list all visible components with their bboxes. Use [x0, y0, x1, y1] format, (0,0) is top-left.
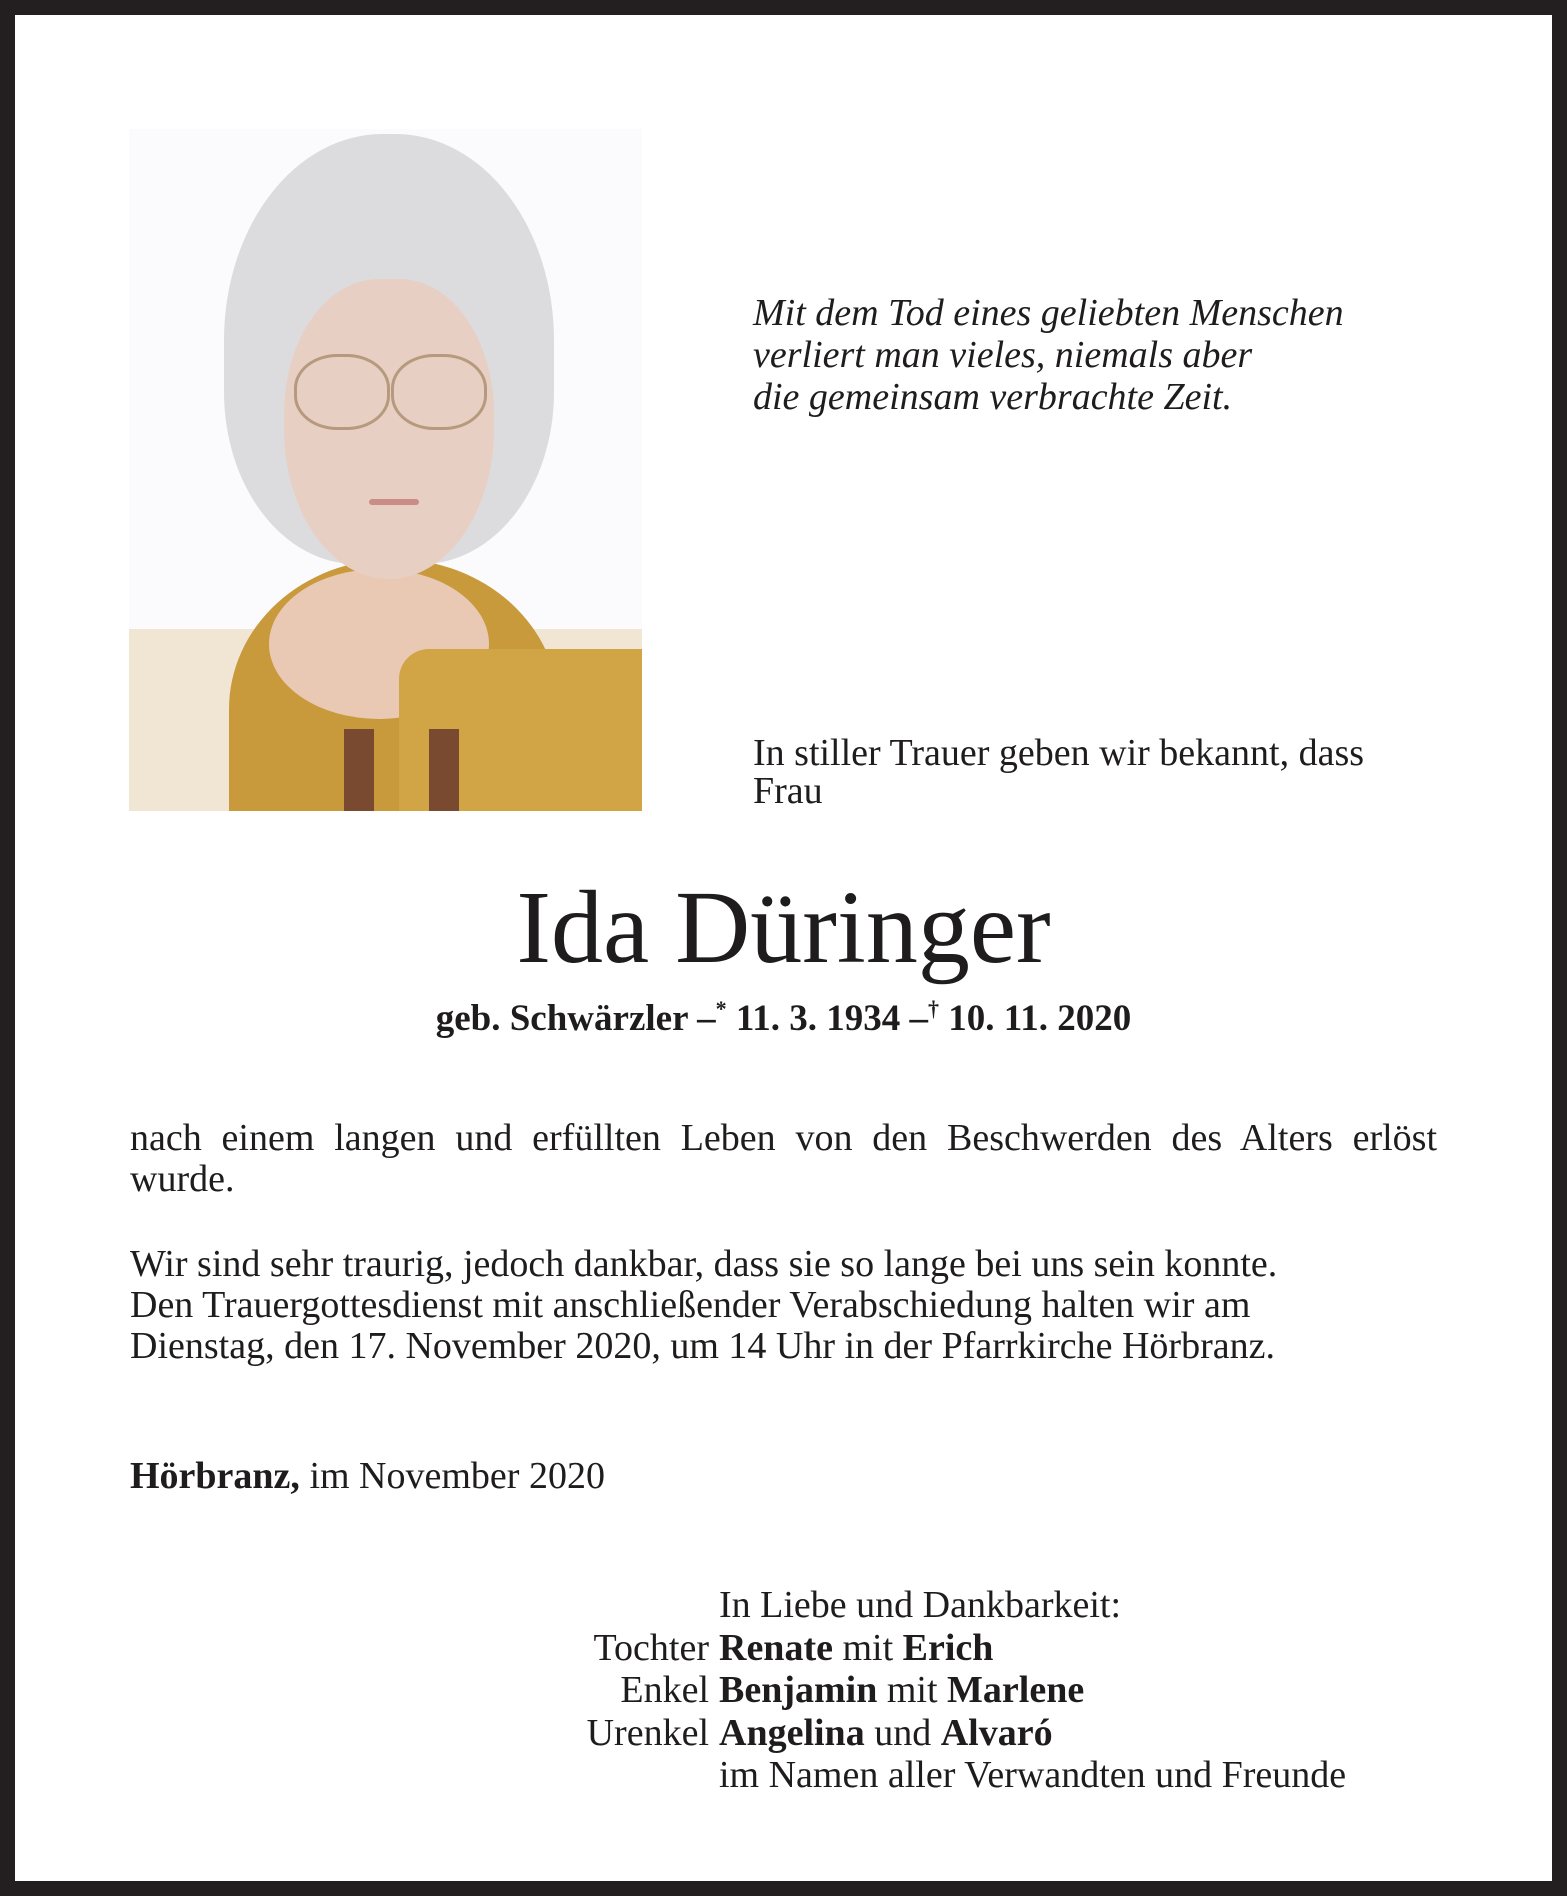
signature-closing: im Namen aller Verwandten und Freunde: [719, 1754, 1347, 1796]
place-date: [130, 1454, 605, 1498]
signature-heading: In Liebe und Dankbarkeit:: [719, 1584, 1122, 1626]
born-symbol: *: [715, 996, 727, 1021]
signature-row: [0, 1627, 1346, 1670]
signature-row: [0, 1669, 1346, 1712]
relation: Tochter: [593, 1626, 709, 1669]
birth-name: geb. Schwärzler: [435, 998, 688, 1039]
memorial-quote: [753, 292, 1344, 418]
portrait-photo: [129, 129, 642, 811]
died-symbol: †: [928, 996, 940, 1021]
mourner-name: Renate: [719, 1626, 833, 1669]
relation: Urenkel: [586, 1711, 709, 1754]
signature-row: [0, 1712, 1346, 1755]
service-line: Den Trauergottesdienst mit anschließender Verabschiedung halten wir am: [130, 1284, 1251, 1326]
date: im November 2020: [309, 1455, 605, 1497]
paragraph-service: [130, 1244, 1437, 1367]
life-dates: [0, 996, 1567, 1040]
quote-line: Mit dem Tod eines geliebten Menschen: [753, 292, 1344, 334]
place: Hörbranz,: [130, 1455, 300, 1497]
intro-line: Frau: [753, 770, 823, 812]
quote-line: die gemeinsam verbrachte Zeit.: [753, 376, 1233, 418]
mourner-name: Erich: [902, 1626, 994, 1669]
separator: –: [697, 998, 716, 1039]
service-line: Dienstag, den 17. November 2020, um 14 Uhr in der Pfarrkirche Hörbranz.: [130, 1325, 1275, 1367]
signature-block: [0, 1584, 1346, 1797]
deceased-name: Ida Düringer: [516, 870, 1051, 985]
service-line: Wir sind sehr traurig, jedoch dankbar, dass sie so lange bei uns sein konnte.: [130, 1243, 1278, 1285]
joiner: mit: [886, 1669, 938, 1711]
mourner-name: Benjamin: [719, 1669, 878, 1711]
mourner-name: Marlene: [947, 1669, 1085, 1711]
mourner-name: Alvaró: [940, 1711, 1053, 1754]
joiner: mit: [842, 1626, 894, 1669]
death-date: 10. 11. 2020: [948, 998, 1132, 1039]
quote-line: verliert man vieles, niemals aber: [753, 334, 1253, 376]
intro-line: In stiller Trauer geben wir bekannt, dass: [753, 732, 1365, 774]
separator: –: [909, 998, 929, 1039]
mourner-name: Angelina: [719, 1711, 865, 1754]
relation: Enkel: [620, 1669, 709, 1711]
paragraph-release: nach einem langen und erfüllten Leben von den Beschwerden des Alters erlöst wurde.: [130, 1117, 1437, 1200]
announcement-intro: [753, 734, 1364, 810]
birth-date: 11. 3. 1934: [735, 998, 901, 1039]
joiner: und: [874, 1711, 932, 1754]
